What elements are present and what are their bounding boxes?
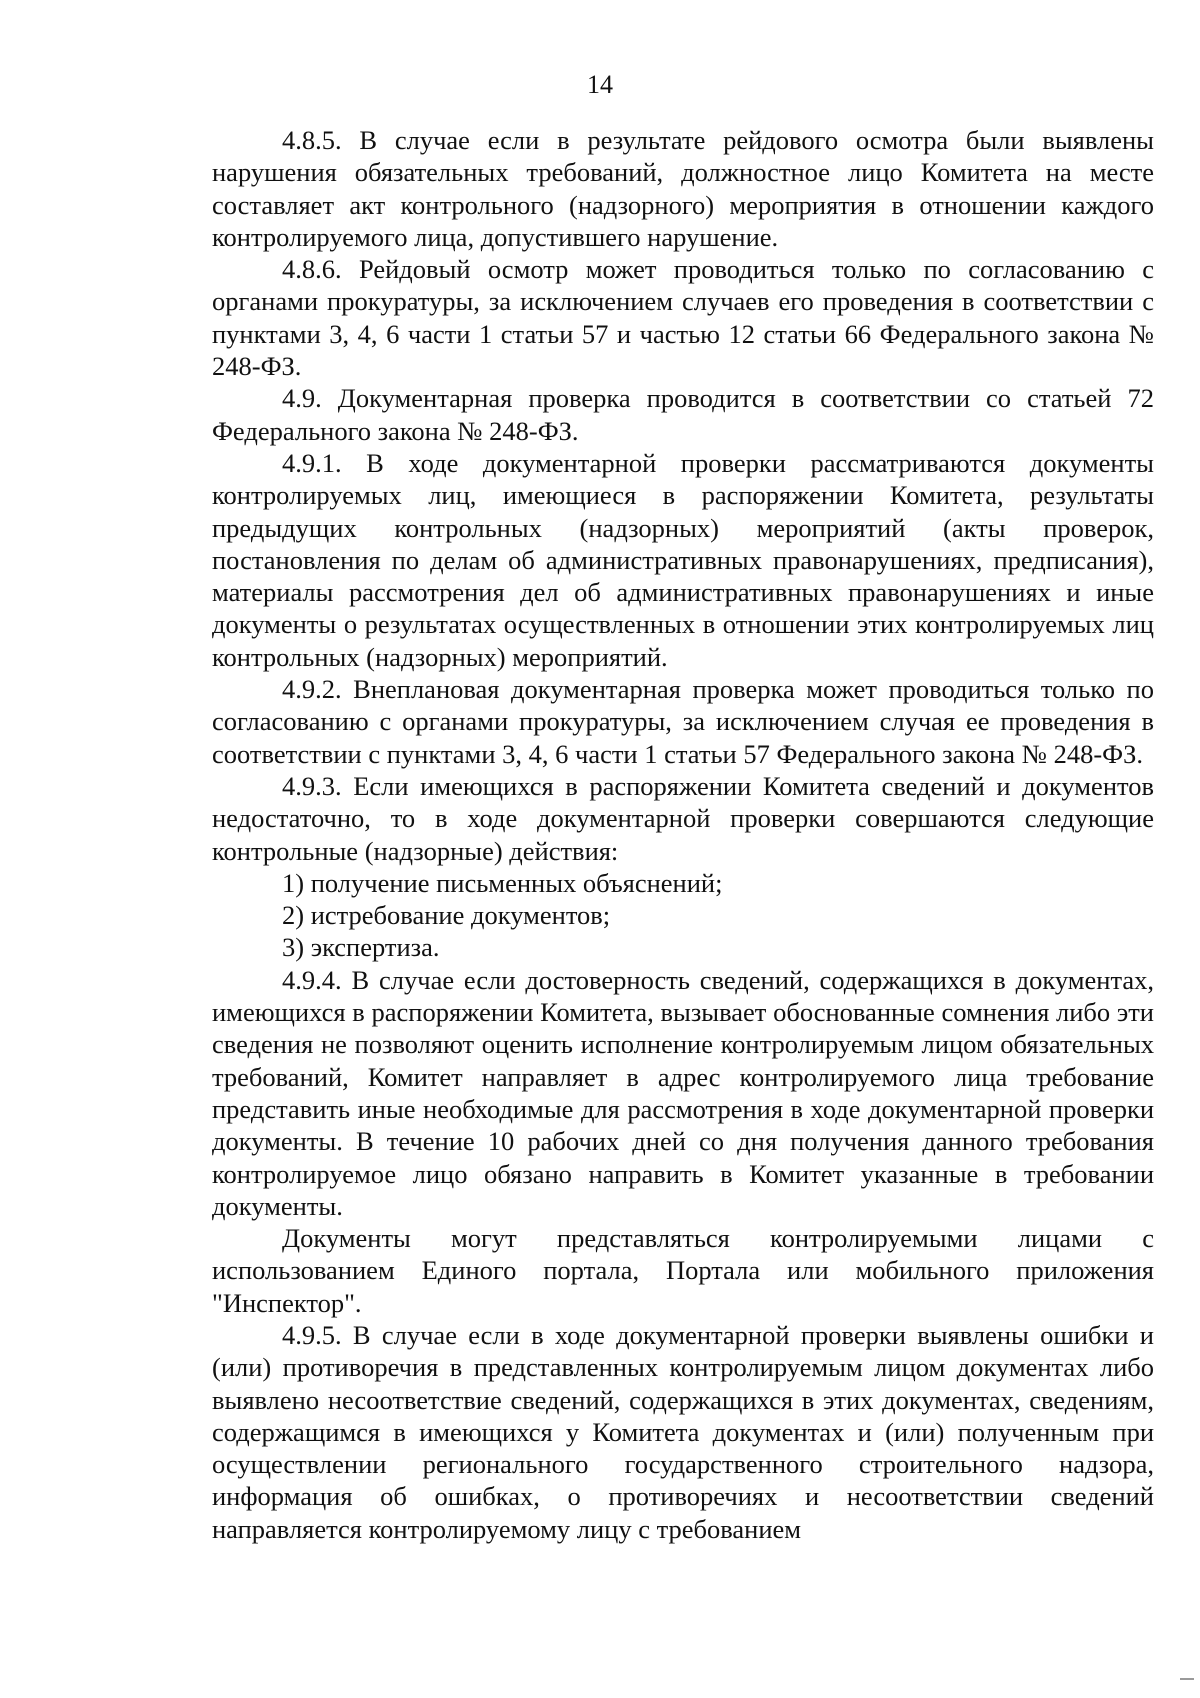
paragraph-documents-submission: Документы могут представляться контролируемыми лицами с использованием Единого портала, Портала или мобильного приложения "Инспектор". (212, 1223, 1154, 1318)
document-body (212, 124, 1154, 1545)
list-item-2: 2) истребование документов; (282, 900, 611, 931)
page-number: 14 (587, 70, 613, 99)
paragraph-4-9-2: 4.9.2. Внеплановая документарная проверка может проводиться только по согласованию с органами прокуратуры, за исключением случая ее проведения в соответствии с пунктами 3, 4, 6 части 1 статьи 57 Федерального закона № 248-ФЗ. (212, 674, 1154, 769)
paragraph-4-9-3: 4.9.3. Если имеющихся в распоряжении Комитета сведений и документов недостаточно, то в ходе документарной проверки совершаются следующие контрольные (надзорные) действия: (212, 770, 1154, 866)
scan-edge-mark (1180, 1678, 1194, 1680)
list-item-3: 3) экспертиза. (282, 932, 440, 963)
paragraph-4-9: 4.9. Документарная проверка проводится в соответствии со статьей 72 Федерального закона № 248-ФЗ. (212, 383, 1154, 446)
list-item-1: 1) получение письменных объяснений; (282, 867, 723, 898)
paragraph-4-8-5: 4.8.5. В случае если в результате рейдового осмотра были выявлены нарушения обязательных требований, должностное лицо Комитета на месте составляет акт контрольного (надзорного) мероприятия в отношении каждого контролируемого лица, допустившего нарушение. (212, 125, 1154, 252)
paragraph-4-9-4: 4.9.4. В случае если достоверность сведений, содержащихся в документах, имеющихся в распоряжении Комитета, вызывает обоснованные сомнения либо эти сведения не позволяют оценить исполнение контролируемым лицом обязательных требований, Комитет направляет в адрес контролируемого лица требование представить иные необходимые для рассмотрения в ходе документарной проверки документы. В течение 10 рабочих дней со дня получения данного требования контролируемое лицо обязано направить в Комитет указанные в требовании документы. (212, 964, 1154, 1221)
paragraph-4-9-5: 4.9.5. В случае если в ходе документарной проверки выявлены ошибки и (или) противоречия в представленных контролируемым лицом документах либо выявлено несоответствие сведений, содержащихся в этих документах, сведениям, содержащимся в имеющихся у Комитета документах и (или) полученным при осуществлении регионального государственного строительного надзора, информация об ошибках, о противоречиях и несоответствии сведений направляется контролируемому лицу с требованием (212, 1319, 1154, 1544)
paragraph-4-9-1: 4.9.1. В ходе документарной проверки рассматриваются документы контролируемых лиц, имеющиеся в распоряжении Комитета, результаты предыдущих контрольных (надзорных) мероприятий (акты проверок, постановления по делам об административных правонарушениях, предписания), материалы рассмотрения дел об административных правонарушениях и иные документы о результатах осуществленных в отношении этих контролируемых лиц контрольных (надзорных) мероприятий. (212, 447, 1154, 672)
paragraph-4-8-6: 4.8.6. Рейдовый осмотр может проводиться только по согласованию с органами прокуратуры, за исключением случаев его проведения в соответствии с пунктами 3, 4, 6 части 1 статьи 57 и частью 12 статьи 66 Федерального закона № 248-ФЗ. (212, 254, 1154, 382)
